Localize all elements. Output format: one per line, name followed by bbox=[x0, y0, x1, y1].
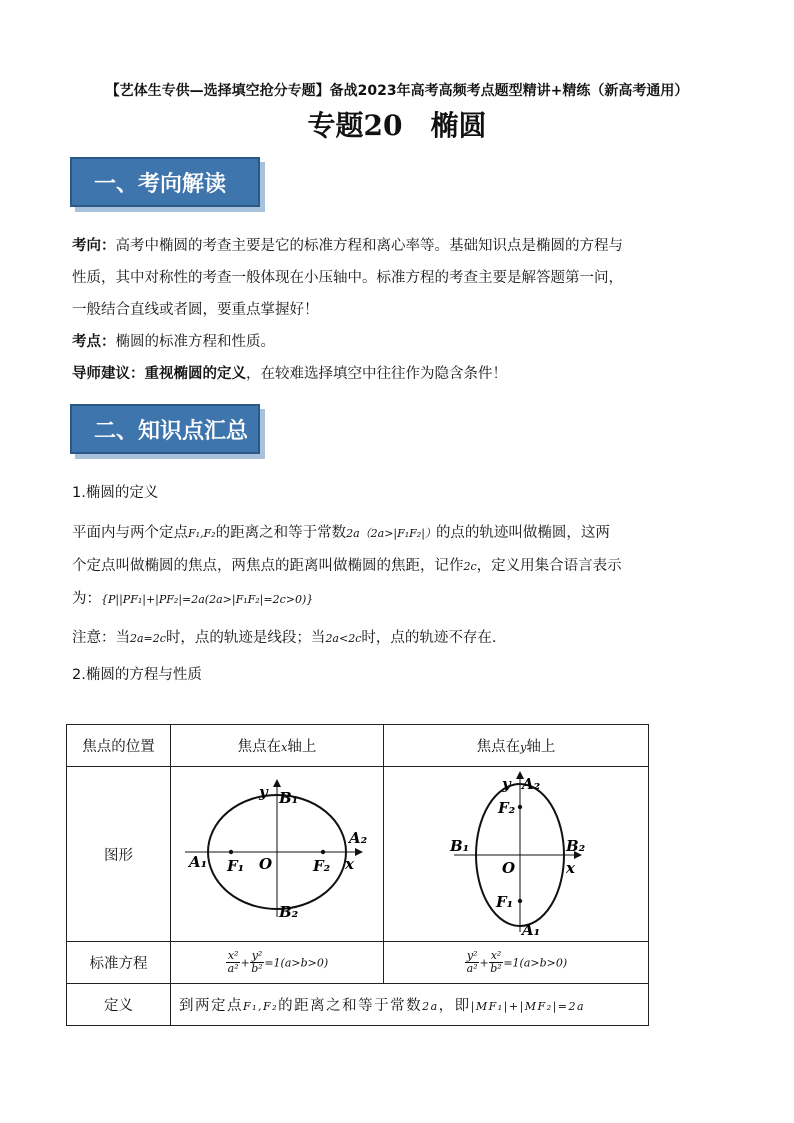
th-y-axis bbox=[384, 725, 649, 767]
jianyi-label: 导师建议： bbox=[72, 366, 145, 382]
def-f1f2: F₁,F₂ bbox=[188, 527, 216, 540]
label-y-2: y bbox=[502, 775, 511, 793]
label-a2-2: A₂ bbox=[522, 775, 541, 793]
section-heading-1: 一、考向解读 bbox=[70, 157, 260, 207]
label-y: y bbox=[259, 783, 268, 801]
row-label-figure: 图形 bbox=[67, 767, 171, 942]
eqy-tail: =1(a>b>0) bbox=[503, 956, 568, 970]
label-x: x bbox=[345, 855, 354, 873]
jianyi-text: ，在较难选择填空中往往作为隐含条件！ bbox=[246, 366, 507, 382]
label-a1-2: A₁ bbox=[522, 921, 541, 937]
note-a: 注意：当 bbox=[72, 630, 130, 646]
label-b2: B₂ bbox=[279, 903, 299, 921]
th-y-b: 轴上 bbox=[526, 739, 556, 755]
eqy-d2: b² bbox=[490, 962, 502, 975]
def-l1a: 平面内与两个定点 bbox=[72, 525, 188, 541]
eqx-frac2 bbox=[250, 950, 265, 975]
tdef-c: ，即 bbox=[438, 998, 471, 1014]
def-l1b: 的距离之和等于常数 bbox=[215, 525, 347, 541]
kaoxiang-line3: 一般结合直线或者圆，要重点掌握好！ bbox=[72, 302, 319, 318]
table-row-figure bbox=[67, 767, 649, 942]
def-cond: （2a>|F₁F₂|） bbox=[359, 527, 436, 540]
page-title: 专题20 椭圆 bbox=[307, 109, 487, 142]
jianyi-bold: 重视椭圆的定义 bbox=[144, 366, 246, 382]
focus-f2-dot-2 bbox=[518, 805, 522, 809]
eqy-n1: y² bbox=[466, 949, 478, 962]
kaoxiang-label: 考向： bbox=[72, 238, 116, 254]
equation-y: $\frac{\text{y²}}{\text{a²}}$ + $\frac{\text{x²}}{\text{b²}}$ =1(a>b>0) bbox=[384, 942, 649, 984]
def-2c: 2c bbox=[463, 560, 477, 573]
tdef-b: 的距离之和等于常数 bbox=[278, 998, 423, 1014]
definition-block bbox=[72, 477, 742, 691]
label-f2: F₂ bbox=[313, 857, 331, 875]
tdef-f: F₁,F₂ bbox=[243, 1000, 279, 1013]
label-a2: A₂ bbox=[349, 829, 368, 847]
def-2a: 2a bbox=[346, 527, 360, 540]
row-label-definition: 定义 bbox=[67, 984, 171, 1026]
figure-y-cell bbox=[384, 767, 649, 942]
eqy-frac2 bbox=[489, 950, 504, 975]
kaoxiang-line1: 高考中椭圆的考查主要是它的标准方程和离心率等。基础知识点是椭圆的方程与 bbox=[115, 238, 623, 254]
focus-f1-dot bbox=[229, 850, 233, 854]
label-f1: F₁ bbox=[227, 857, 245, 875]
definition-heading: 1.椭圆的定义 bbox=[72, 485, 159, 501]
eqx-frac1 bbox=[226, 950, 241, 975]
ellipse-properties-table bbox=[66, 724, 649, 1026]
label-b2-2: B₂ bbox=[566, 837, 586, 855]
doc-header: 【艺体生专供—选择填空抢分专题】备战2023年高考高频考点题型精讲+精练（新高考通用） bbox=[105, 83, 689, 99]
th-x-axis bbox=[171, 725, 384, 767]
focus-f1-dot-2 bbox=[518, 899, 522, 903]
note-eq1: 2a=2c bbox=[130, 632, 166, 645]
ellipse-y-figure bbox=[384, 767, 648, 937]
label-f2-2: F₂ bbox=[498, 799, 516, 817]
equation-x: $\frac{\text{x²}}{\text{a²}}$ + $\frac{\text{y²}}{\text{b²}}$ =1(a>b>0) bbox=[171, 942, 384, 984]
focus-f2-dot bbox=[321, 850, 325, 854]
table-header-row bbox=[67, 725, 649, 767]
label-b1: B₁ bbox=[279, 789, 299, 807]
eqx-n2: y² bbox=[251, 949, 263, 962]
eqx-d2: b² bbox=[251, 962, 263, 975]
eqy-d1: a² bbox=[466, 962, 478, 975]
eqx-d1: a² bbox=[227, 962, 239, 975]
kaoxiang-paragraph bbox=[72, 230, 732, 390]
th-y-a: 焦点在 bbox=[476, 739, 521, 755]
th-x-var: x bbox=[281, 741, 288, 754]
tdef-a: 到两定点 bbox=[179, 998, 243, 1014]
table-row-equation bbox=[67, 942, 649, 984]
def-l3a: 为： bbox=[72, 591, 101, 607]
def-set: {P||PF₁|+|PF₂|=2a(2a>|F₁F₂|=2c>0)} bbox=[101, 593, 314, 606]
note-c: 时，点的轨迹不存在. bbox=[361, 630, 497, 646]
label-o-2: O bbox=[502, 859, 516, 877]
eqy-n2: x² bbox=[490, 949, 502, 962]
def-l2b: ，定义用集合语言表示 bbox=[476, 558, 622, 574]
label-f1-2: F₁ bbox=[496, 893, 514, 911]
th-y-var: y bbox=[520, 741, 527, 754]
table-row-definition bbox=[67, 984, 649, 1026]
th-x-a: 焦点在 bbox=[237, 739, 282, 755]
tdef-2a: 2a bbox=[422, 1000, 439, 1013]
def-l1c: 的点的轨迹叫做椭圆，这两 bbox=[435, 525, 610, 541]
def-l2a: 个定点叫做椭圆的焦点，两焦点的距离叫做椭圆的焦距，记作 bbox=[72, 558, 464, 574]
row-label-equation: 标准方程 bbox=[67, 942, 171, 984]
note-eq2: 2a<2c bbox=[325, 632, 362, 645]
definition-cell bbox=[171, 984, 649, 1026]
note-b: 时，点的轨迹是线段；当 bbox=[165, 630, 326, 646]
label-x-2: x bbox=[566, 859, 575, 877]
eqy-frac1 bbox=[465, 950, 480, 975]
label-o: O bbox=[259, 855, 273, 873]
th-position: 焦点的位置 bbox=[67, 725, 171, 767]
label-b1-2: B₁ bbox=[450, 837, 470, 855]
th-x-b: 轴上 bbox=[287, 739, 317, 755]
eqx-tail: =1(a>b>0) bbox=[264, 956, 329, 970]
ellipse-x-figure bbox=[171, 767, 383, 937]
prop-heading: 2.椭圆的方程与性质 bbox=[72, 667, 202, 683]
kaoxiang-line2: 性质，其中对称性的考查一般体现在小压轴中。标准方程的考查主要是解答题第一问， bbox=[72, 270, 623, 286]
figure-x-cell bbox=[171, 767, 384, 942]
label-a1: A₁ bbox=[189, 853, 208, 871]
section-heading-2: 二、知识点汇总 bbox=[70, 404, 260, 454]
tdef-eq: |MF₁|+|MF₂|=2a bbox=[470, 1000, 586, 1013]
eqx-n1: x² bbox=[227, 949, 239, 962]
kaodian-text: 椭圆的标准方程和性质。 bbox=[115, 334, 275, 350]
kaodian-label: 考点： bbox=[72, 334, 116, 350]
